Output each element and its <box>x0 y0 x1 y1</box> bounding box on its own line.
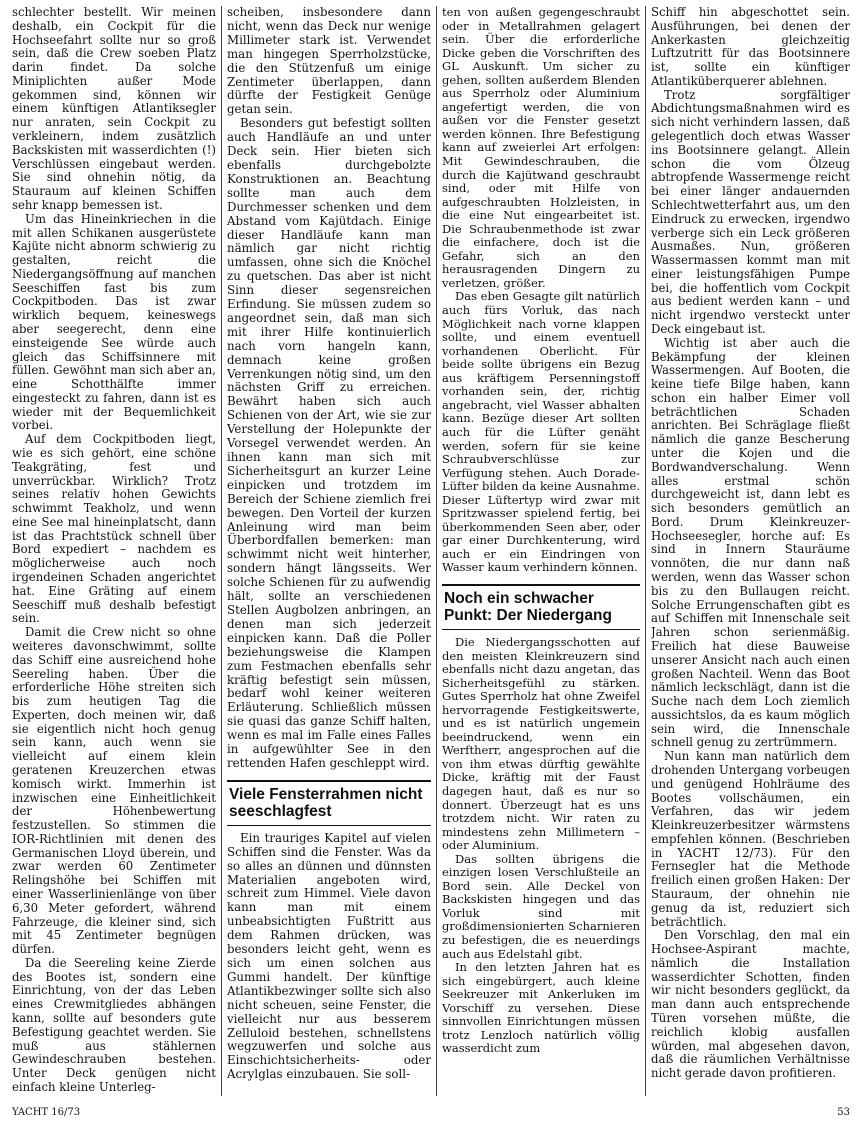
paragraph: Um das Hineinkriechen in die mit allen Schikanen ausgerüstete Kajüte nicht abnorm schwierig zu gestalten, reicht die Niedergangsöffnung auf manchen Seeschiffen fast bis zum Cockpitboden. Das ist zwar wirklich bequem, keineswegs aber seegerecht, denn eine einsteigende See würde auch gleich das Schiffsinnere mit füllen. Gewöhnt man sich aber an, eine Schotthälfte immer eingesteckt zu fahren, dann ist es wieder mit der Bequemlichkeit vorbei. <box>12 211 216 433</box>
paragraph: ten von außen gegengeschraubt oder in Metallrahmen gelagert sein. Über die erforderliche Dicke geben die Vorschriften des GL Auskunft. Um sicher zu gehen, sollten außerdem Blenden aus Sperrholz oder Aluminium angefertigt werden, die von außen vor die Fenster gesetzt werden können. Ihre Befestigung kann auf zweierlei Art erfolgen: Mit Gewindeschrauben, die durch die Kajütwand geschraubt sind, oder mit Hilfe von aufgeschraubten Holzleisten, in die eine Nut eingearbeitet ist. Die Schraubenmethode ist zwar die einfachere, doch ist die Gefahr, sich an den herausragenden Dingern zu verletzen, größer. <box>442 6 640 290</box>
paragraph: Auf dem Cockpitboden liegt, wie es sich gehört, eine schöne Teakgräting, fest und unverrückbar. Wirklich? Trotz seines relativ hohen Gewichts schwimmt Teakholz, und wenn eine See mal hineinplatscht, dann ist das Prachtstück schnell über Bord expediert – nachdem es möglicherweise auch noch irgendeinen Schaden angerichtet hat. Eine Gräting auf einem Seeschiff muß deshalb befestigt sein. <box>12 432 216 626</box>
column-divider <box>645 6 646 1096</box>
paragraph: Wichtig ist aber auch die Bekämpfung der kleinen Wassermengen. Auf Booten, die keine tiefe Bilge haben, kann schon ein halber Eimer voll beträchtlichen Schaden anrichten. Bei Schräglage fließt nämlich die ganze Bescherung unter die Kojen und die Bordwandverschalung. Wenn alles erstmal schön durchgeweicht ist, dann lebt es sich besonders gemütlich an Bord. Drum Kleinkreuzer-Hochseesegler, horche auf: Es sind in Innern Stauräume vonnöten, die nur dann naß werden, wenn das Wasser schon bis zu den Bullaugen reicht. Solche Errungenschaften gibt es auf Schiffen mit Innenschale seit Jahren schon serienmäßig. Freilich hat diese Bauweise unserer Ansicht nach auch einen großen Nachteil. Wenn das Boot nämlich leckschlägt, dann ist die Suche nach dem Loch ziemlich aussichtslos, da es kaum möglich sein wird, die Innenschale schnell genug zu zertrümmern. <box>651 335 850 750</box>
paragraph: Da die Seereling keine Zierde des Bootes ist, sondern eine Einrichtung, von der das Leben eines Crewmitgliedes abhängen kann, sollte auf besonders gute Befestigung geachtet werden. Sie muß aus stählernen Gewindeschrauben bestehen. Unter Deck genügen nicht einfach kleine Unterleg- <box>12 955 216 1094</box>
article-page <box>12 6 850 1102</box>
paragraph: Ein trauriges Kapitel auf vielen Schiffen sind die Fenster. Was da so alles an dünnen und dünnsten Materialien angeboten wird, schreit zum Himmel. Viele davon kann man mit einem unbeabsichtigten Fußtritt aus dem Rahmen drücken, was besonders leicht geht, wenn es sich um einen solchen aus Gummi handelt. Der künftige Atlantikbezwinger sollte sich also nicht scheuen, seine Fenster, die vielleicht nur aus besserem Zelluloid bestehen, schnellstens wegzuwerfen und solche aus Einschichtsicherheits- oder Acrylglas einzubauen. Sie soll- <box>227 830 431 1082</box>
section-heading-niedergang: Noch ein schwacher Punkt: Der Niedergang <box>442 584 640 630</box>
paragraph: Den Vorschlag, den mal ein Hochsee-Aspirant machte, nämlich die Installation wasserdichter Schotten, finden wir nicht besonders geglückt, da man dann auch entsprechende Türen vorsehen müßte, die reichlich klobig ausfallen würden, mal abgesehen davon, daß die räumlichen Verhältnisse nicht gerade davon profitieren. <box>651 928 850 1081</box>
paragraph: Besonders gut befestigt sollten auch Handläufe an und unter Deck sein. Hier bieten sich ebenfalls durchgebolzte Konstruktionen an. Beachtung sollte man auch dem Durchmesser schenken und dem Abstand vom Kajütdach. Einige dieser Handläufe kann man nämlich gar nicht richtig umfassen, ohne sich die Knöchel zu quetschen. Das aber ist nicht Sinn dieser segensreichen Erfindung. Sie müssen zudem so angeordnet sein, daß man sich mit ihrer Hilfe kontinuierlich nach vorn hangeln kann, demnach keine großen Verrenkungen nötig sind, um den nächsten Griff zu erreichen. Bewährt haben sich auch Schienen von der Art, wie sie zur Verstellung der Holepunkte der Vorsegel verwendet werden. An ihnen kann man sich mit Sicherheitsgurt an kurzer Leine einpicken und trotzdem im Bereich der Schiene ziemlich frei bewegen. Den Vorteil der kurzen Anleinung wird man beim Überbordfallen bemerken: man schwimmt nicht weit hinterher, sondern hängt längsseits. Wer solche Schienen für zu aufwendig hält, sollte an verschiedenen Stellen Augbolzen anbringen, an denen man sich jederzeit einpicken kann. Daß die Poller beziehungsweise die Klampen zum Festmachen ebenfalls sehr kräftig befestigt sein müssen, bedarf wohl keiner weiteren Erläuterung. Schließlich müssen sie quasi das ganze Schiff halten, wenn es mal im Falle eines Falles in aufgewühlter See in den rettenden Hafen geschleppt wird. <box>227 116 431 770</box>
paragraph: scheiben, insbesondere dann nicht, wenn das Deck nur wenige Millimeter stark ist. Verwendet man hingegen Sperrholzstücke, die den Stützenfuß um einige Zentimeter überlappen, dann dürfte der Festigkeit Genüge getan sein. <box>227 6 431 117</box>
paragraph: Die Niedergangsschotten auf den meisten Kleinkreuzern sind ebenfalls nicht dazu angetan, das Sicherheitsgefühl zu stärken. Gutes Sperrholz hat ohne Zweifel hervorragende Festigkeitswerte, und es ist natürlich ungemein beeindruckend, wenn ein Werftherr, angesprochen auf die von ihm etwas dürftig gewählte Dicke, kräftig mit der Faust dagegen haut, daß es nur so donnert. Überzeugt hat es uns trotzdem nicht. Wir raten zu mindestens zehn Millimetern – oder Aluminium. <box>442 634 640 853</box>
paragraph: In den letzten Jahren hat es sich eingebürgert, auch kleine Seekreuzer mit Ankerluken im Vorschiff zu versehen. Diese sinnvollen Einrichtungen müssen trotz Lenzloch natürlich völlig wasserdicht zum <box>442 960 640 1056</box>
text-column-1 <box>12 6 216 1102</box>
issue-label: YACHT 16/73 <box>12 1107 81 1118</box>
page-number: 53 <box>837 1107 850 1118</box>
paragraph: schlechter bestellt. Wir meinen deshalb, ein Cockpit für die Hochseefahrt sollte nur so groß sein, daß die Crew soeben Platz darin findet. Da solche Miniplichten außer Mode gekommen sind, können wir einem künftigen Atlantiksegler nur anraten, sein Cockpit zu verkleinern, indem zusätzlich Backskisten mit wasserdichten (!) Verschlüssen eingebaut werden. Sie sind ohnehin nötig, da Stauraum auf kleinen Schiffen sehr knapp bemessen ist. <box>12 6 216 212</box>
paragraph: Schiff hin abgeschottet sein. Ausführungen, bei denen der Ankerkasten gleichzeitig Luftzutritt für das Bootsinnere ist, sollte ein künftiger Atlantiküberquerer ablehnen. <box>651 6 850 88</box>
paragraph: Das sollten übrigens die einzigen losen Verschlußteile an Bord sein. Alle Deckel von Backskisten hingegen und das Vorluk sind mit großdimensionierten Scharnieren zu befestigen, die es neuerdings auch aus Edelstahl gibt. <box>442 851 640 961</box>
text-column-3 <box>442 6 640 1102</box>
paragraph: Nun kann man natürlich dem drohenden Untergang vorbeugen und genügend Hohlräume des Bootes vollschäumen, ein Verfahren, das wir jedem Kleinkreuzerbesitzer wärmstens empfehlen können. (Beschrieben in YACHT 12/73). Für den Fernsegler hat die Methode freilich einen großen Haken: Der Stauraum, der ohnehin nie genug da ist, reduziert sich beträchtlich. <box>651 749 850 929</box>
paragraph: Damit die Crew nicht so ohne weiteres davonschwimmt, sollte das Schiff eine ausreichend hohe Seereling haben. Über die erforderliche Höhe streiten sich bis zum heutigen Tag die Experten, doch meinen wir, daß sie eigentlich nicht hoch genug sein kann, auch wenn sie vielleicht auf einem klein geratenen Kreuzerchen etwas komisch wirkt. Immerhin ist inzwischen eine Einheitlichkeit der Höhenbewertung festzustellen. So stimmen die IOR-Richtlinien mit denen des Germanischen Lloyd überein, und zwar werden 60 Zentimeter Relingshöhe bei Schiffen mit einer Wasserlinienlänge von über 6,30 Meter gefordert, während Fahrzeuge, die kleiner sind, sich mit 45 Zentimeter begnügen dürfen. <box>12 625 216 957</box>
paragraph: Das eben Gesagte gilt natürlich auch fürs Vorluk, das nach Möglichkeit nach vorne klappen sollte, und einem eventuell vorhandenen Oberlicht. Für beide sollte übrigens ein Bezug aus kräftigem Persenningstoff vorhanden sein, der, richtig angebracht, viel Wasser abhalten kann. Bezüge dieser Art sollten auch für die Lüfter genäht werden, sofern für sie keine Schraubverschlüsse zur Verfügung stehen. Auch Dorade-Lüfter bilden da keine Ausnahme. Dieser Lüftertyp wird zwar mit Spritzwasser spielend fertig, bei überkommenden Seen aber, oder gar einer Durchkenterung, wird auch er ein Eindringen von Wasser kaum verhindern können. <box>442 289 640 575</box>
paragraph: Trotz sorgfältiger Abdichtungsmaßnahmen wird es sich nicht verhindern lassen, daß gelegentlich doch etwas Wasser ins Bootsinnere gelangt. Allein schon die vom Ölzeug abtropfende Wassermenge reicht bei einer länger andauernden Schlechtwetterfahrt aus, um den Eindruck zu erwecken, irgendwo verberge sich ein Leck größeren Ausmaßes. Nun, größeren Wassermassen kommt man mit einer leistungsfähigen Pumpe bei, die hoffentlich vom Cockpit aus bedient werden kann – und nicht irgendwo versteckt unter Deck eingebaut ist. <box>651 87 850 336</box>
section-heading-fensterrahmen: Viele Fensterrahmen nicht seeschlagfest <box>227 780 431 826</box>
text-column-2 <box>227 6 431 1102</box>
column-divider <box>221 6 222 1096</box>
text-column-4 <box>651 6 850 1102</box>
column-divider <box>436 6 437 1096</box>
